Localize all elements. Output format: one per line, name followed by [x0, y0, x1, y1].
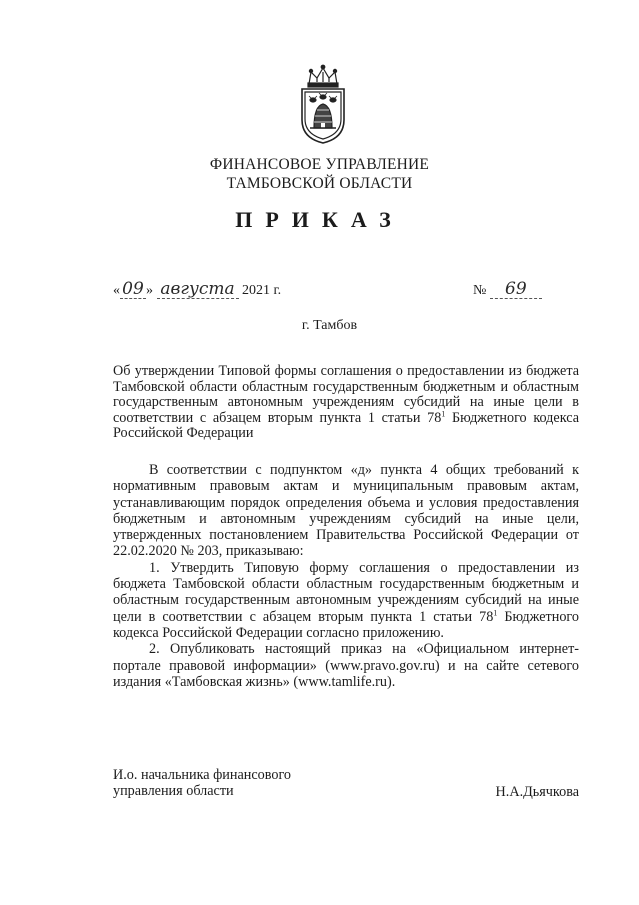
signer-position-line2: управления области	[113, 782, 234, 799]
subject-superscript: 1	[441, 408, 446, 418]
document-title: ПРИКАЗ	[235, 207, 404, 232]
order-number	[473, 279, 542, 299]
org-name-line1: ФИНАНСОВОЕ УПРАВЛЕНИЕ	[209, 156, 430, 173]
signer-position	[113, 768, 291, 799]
coat-of-arms-icon	[297, 62, 349, 146]
order-subject	[113, 364, 579, 442]
date-year: 2021 г.	[242, 283, 282, 298]
item1-text: 1. Утвердить Типовую форму соглашения о предоставлении из бюджета Тамбовской области областным государственным бюджетным и областным государственным автономным учреждениям субсидий на иные цели в соответствии с абзацем вторым пункта 1 статьи 78	[113, 559, 579, 625]
order-body	[113, 462, 579, 690]
date-open-quote: «	[113, 283, 120, 298]
body-intro: В соответствии с подпунктом «д» пункта 4 общих требований к нормативным правовым актам и муниципальным правовым актам, устанавливающим порядок определения объема и условия предоставления бюджетным и автономным учреждениям субсидий на иные цели, утвержденных постановлением Правительства Российской Федерации от 22.02.2020 № 203, приказываю:	[113, 462, 579, 560]
org-name-line2: ТАМБОВСКОЙ ОБЛАСТИ	[226, 175, 413, 192]
body-item-1	[113, 560, 579, 641]
order-date	[113, 279, 282, 299]
city-name: г. Тамбов	[301, 318, 358, 333]
signer-position-line1: И.о. начальника финансового	[113, 767, 292, 783]
date-month: августа	[160, 279, 235, 299]
subject-text: Об утверждении Типовой формы соглашения о предоставлении из бюджета Тамбовской области областным государственным бюджетным и областным государственным автономным учреждениям субсидий на иные цели в соответствии с абзацем вторым пункта 1 статьи 78	[113, 363, 579, 426]
number-prefix: №	[473, 283, 487, 298]
body-item-2: 2. Опубликовать настоящий приказ на «Официальном интернет-портале правовой информации» (www.pravo.gov.ru) и на сайте сетевого издания «Тамбовская жизнь» (www.tamlife.ru).	[113, 641, 579, 690]
date-day: 09	[122, 279, 144, 299]
item1-superscript: 1	[493, 607, 498, 617]
date-close-quote: »	[146, 283, 153, 298]
signer-name: Н.А.Дьячкова	[495, 784, 579, 800]
subject-text-end: Бюджетного кодекса Российской Федерации	[113, 409, 579, 441]
item1-text-end: Бюджетного кодекса Российской Федерации согласно приложению.	[113, 608, 579, 641]
number-value: 69	[505, 279, 527, 299]
